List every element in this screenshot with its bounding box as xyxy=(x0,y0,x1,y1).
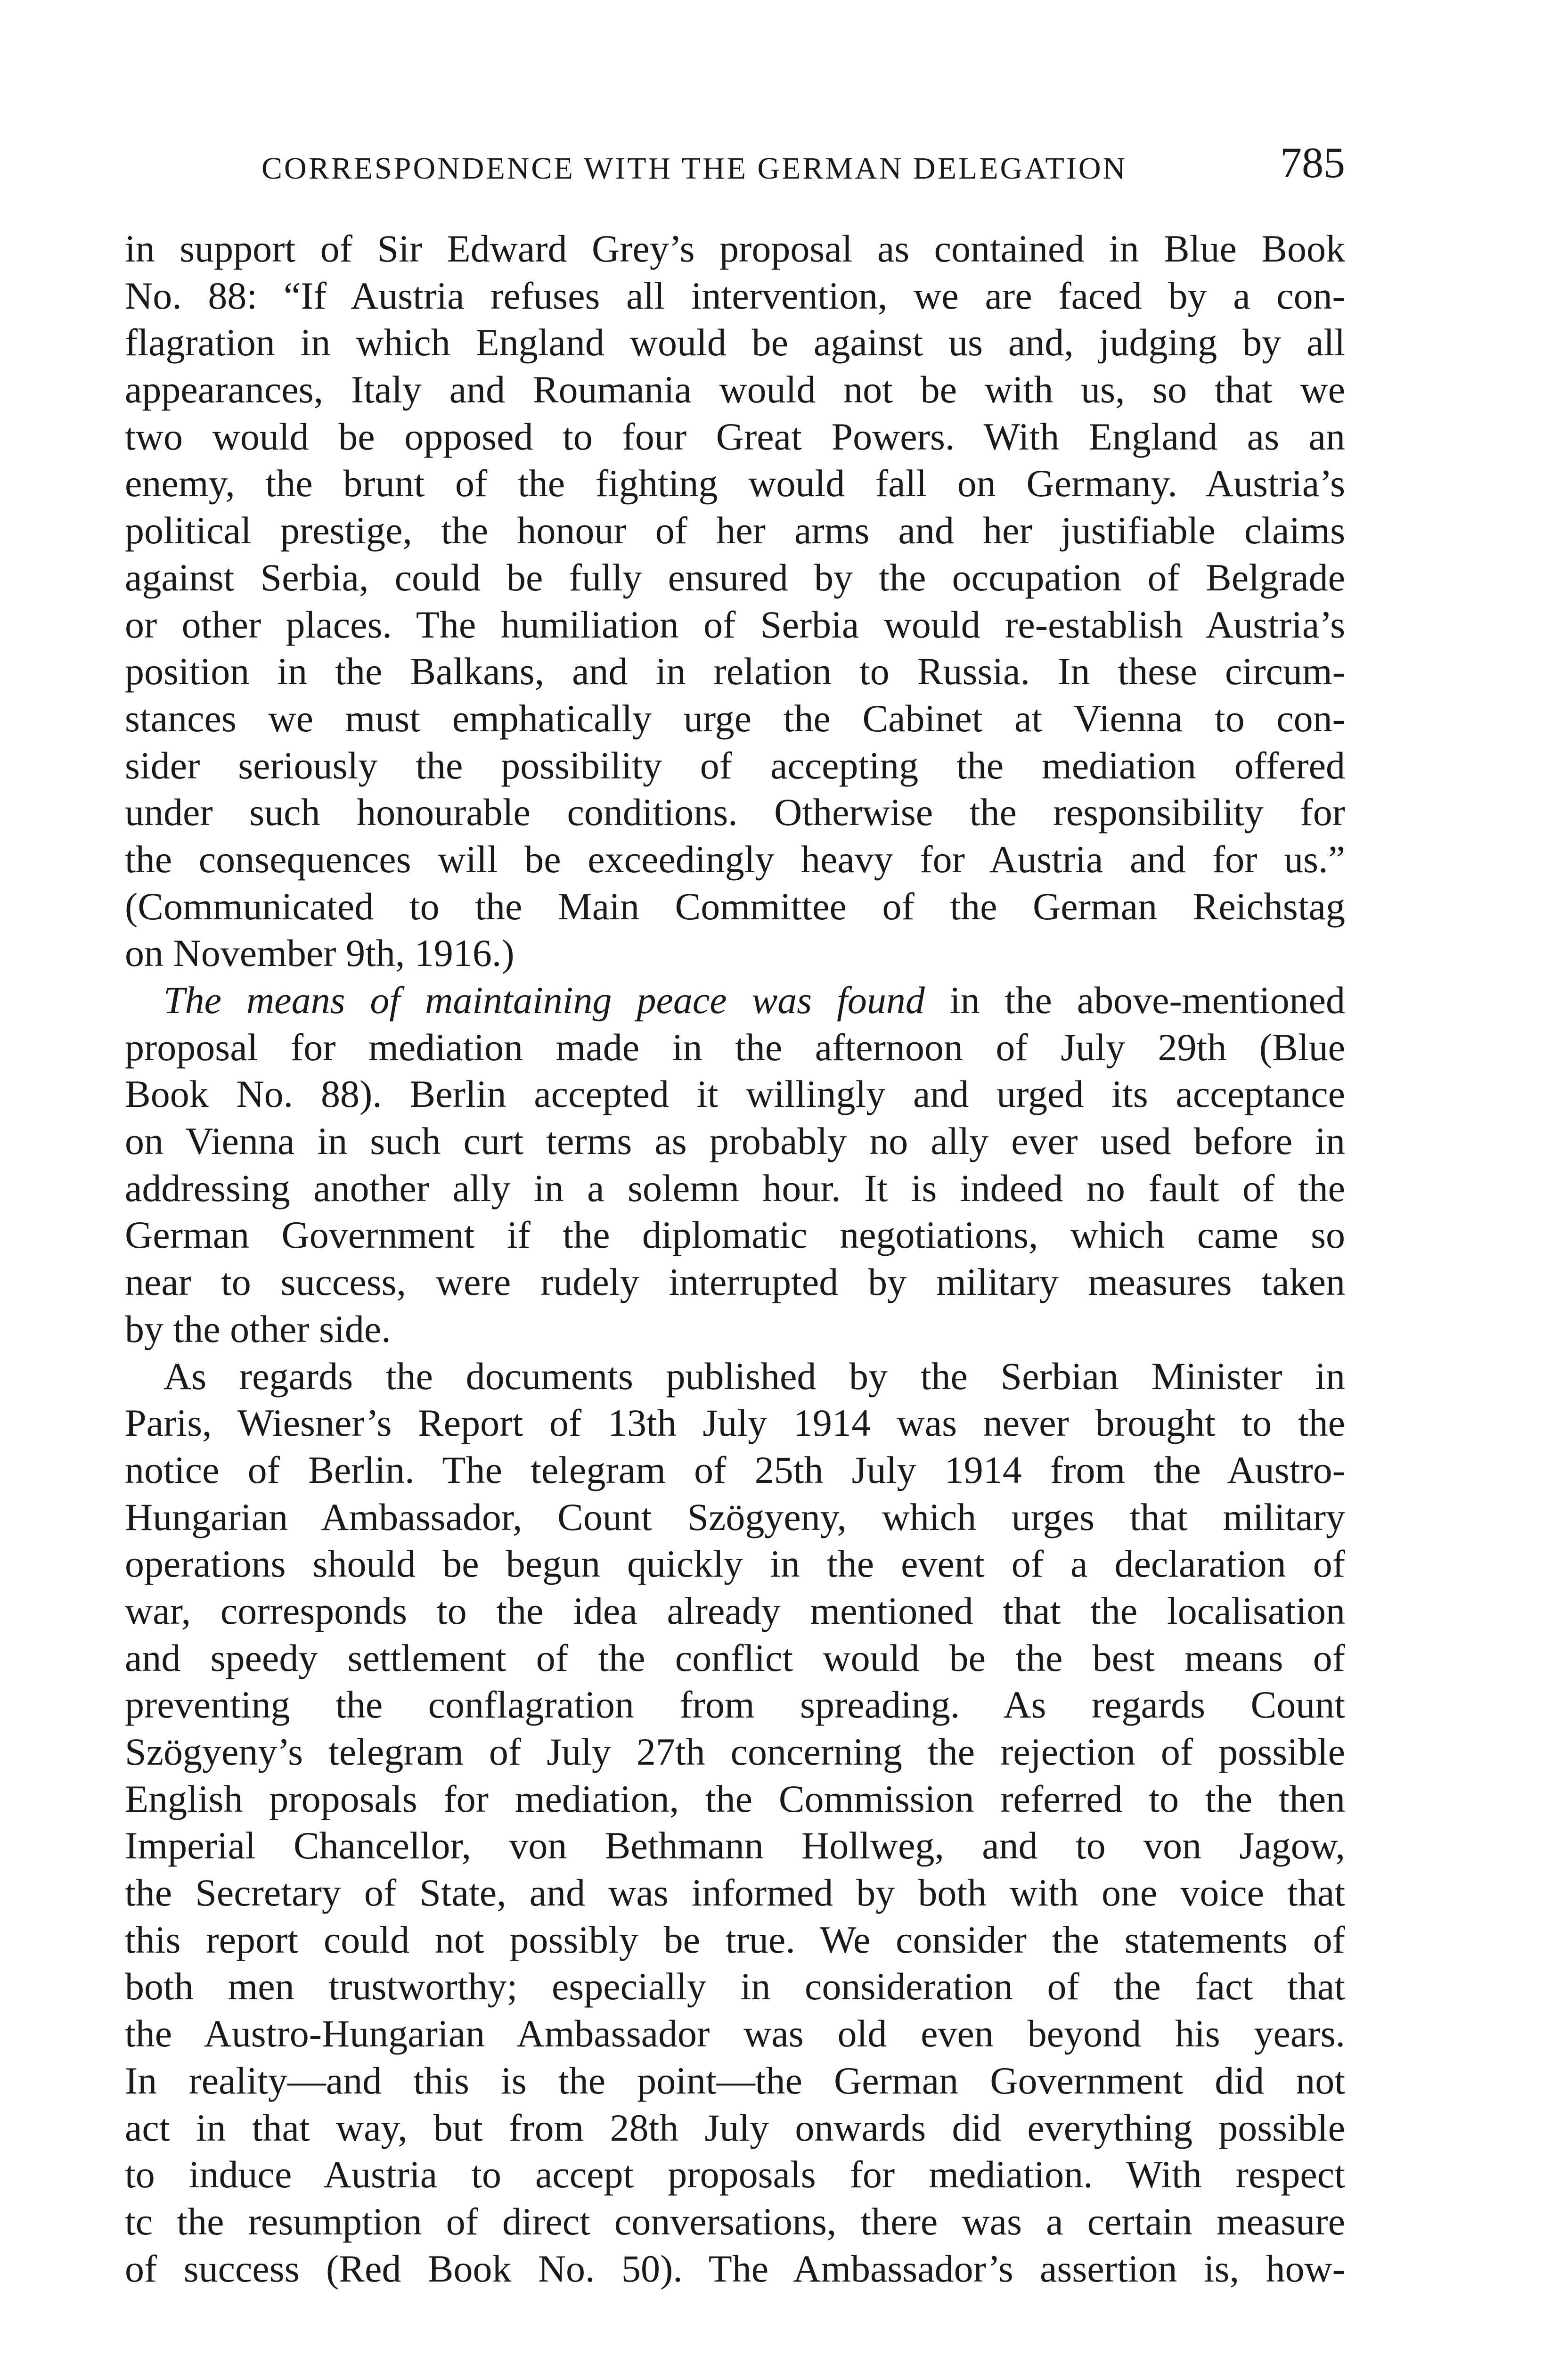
text-line: political prestige, the honour of her arms and her justifiable claims xyxy=(125,509,1345,552)
text-line: In reality—and this is the point—the German Government did not xyxy=(125,2059,1345,2102)
text-line: the consequences will be exceedingly heavy for Austria and for us.” xyxy=(125,837,1345,881)
text-line: stances we must emphatically urge the Cabinet at Vienna to con- xyxy=(125,696,1345,740)
text-line: enemy, the brunt of the fighting would fall on Germany. Austria’s xyxy=(125,462,1345,505)
text-line: operations should be begun quickly in the event of a declaration of xyxy=(125,1542,1345,1586)
text-line: under such honourable conditions. Otherwise the responsibility for xyxy=(125,791,1345,834)
text-line: sider seriously the possibility of accepting the mediation offered xyxy=(125,744,1345,787)
text-line: notice of Berlin. The telegram of 25th July 1914 from the Austro- xyxy=(125,1448,1345,1491)
text-line: against Serbia, could be fully ensured by the occupation of Belgrade xyxy=(125,556,1345,599)
text-line: German Government if the diplomatic negotiations, which came so xyxy=(125,1213,1345,1257)
text-line: proposal for mediation made in the afternoon of July 29th (Blue xyxy=(125,1025,1345,1069)
text-line: the Austro-Hungarian Ambassador was old even beyond his years. xyxy=(125,2012,1345,2055)
text-line: Hungarian Ambassador, Count Szögyeny, which urges that military xyxy=(125,1495,1345,1538)
text-line: English proposals for mediation, the Commission referred to the then xyxy=(125,1777,1345,1820)
text-line: Imperial Chancellor, von Bethmann Hollweg, and to von Jagow, xyxy=(125,1824,1345,1867)
text-run: in the above-mentioned xyxy=(924,979,1345,1022)
text-line: or other places. The humiliation of Serbia would re-establish Austria’s xyxy=(125,603,1345,646)
text-line: act in that way, but from 28th July onwards did everything possible xyxy=(125,2106,1345,2149)
text-line: and speedy settlement of the conflict would be the best means of xyxy=(125,1636,1345,1679)
text-line: preventing the conflagration from spreading. As regards Count xyxy=(125,1683,1345,1726)
running-head: CORRESPONDENCE WITH THE GERMAN DELEGATION xyxy=(261,151,1127,186)
text-line: on Vienna in such curt terms as probably no ally ever used before in xyxy=(125,1120,1345,1163)
text-line: appearances, Italy and Roumania would not be with us, so that we xyxy=(125,368,1345,411)
paragraph-opening-line xyxy=(125,977,1345,1024)
text-line: Szögyeny’s telegram of July 27th concerning the rejection of possible xyxy=(125,1730,1345,1773)
text-line: flagration in which England would be against us and, judging by all xyxy=(125,321,1345,364)
text-line: Paris, Wiesner’s Report of 13th July 1914 was never brought to the xyxy=(125,1401,1345,1445)
text-line: of success (Red Book No. 50). The Ambassador’s assertion is, how- xyxy=(125,2247,1345,2290)
text-line: position in the Balkans, and in relation to Russia. In these circum- xyxy=(125,650,1345,693)
text-line: this report could not possibly be true. We consider the statements of xyxy=(125,1918,1345,1961)
page-header xyxy=(125,141,1345,198)
text-line: to induce Austria to accept proposals for mediation. With respect xyxy=(125,2153,1345,2196)
text-body xyxy=(125,225,1345,2292)
text-line: both men trustworthy; especially in consideration of the fact that xyxy=(125,1965,1345,2008)
text-line: tc the resumption of direct conversations, there was a certain measure xyxy=(125,2200,1345,2243)
text-line: war, corresponds to the idea already mentioned that the localisation xyxy=(125,1589,1345,1632)
text-line: No. 88: “If Austria refuses all intervention, we are faced by a con- xyxy=(125,274,1345,317)
text-line: by the other side. xyxy=(125,1307,391,1350)
emphasized-phrase: The means of maintaining peace was found xyxy=(163,979,925,1022)
text-line: in support of Sir Edward Grey’s proposal as contained in Blue Book xyxy=(125,227,1345,270)
text-line: near to success, were rudely interrupted by military measures taken xyxy=(125,1260,1345,1304)
text-line: As regards the documents published by the Serbian Minister in xyxy=(163,1354,1345,1398)
text-line: Book No. 88). Berlin accepted it willingly and urged its acceptance xyxy=(125,1072,1345,1116)
text-line: on November 9th, 1916.) xyxy=(125,932,514,975)
text-line: two would be opposed to four Great Powers. With England as an xyxy=(125,415,1345,458)
page-number: 785 xyxy=(1280,139,1345,187)
text-line: (Communicated to the Main Committee of the German Reichstag xyxy=(125,884,1345,928)
text-line: the Secretary of State, and was informed by both with one voice that xyxy=(125,1871,1345,1914)
text-line: addressing another ally in a solemn hour. It is indeed no fault of the xyxy=(125,1166,1345,1210)
